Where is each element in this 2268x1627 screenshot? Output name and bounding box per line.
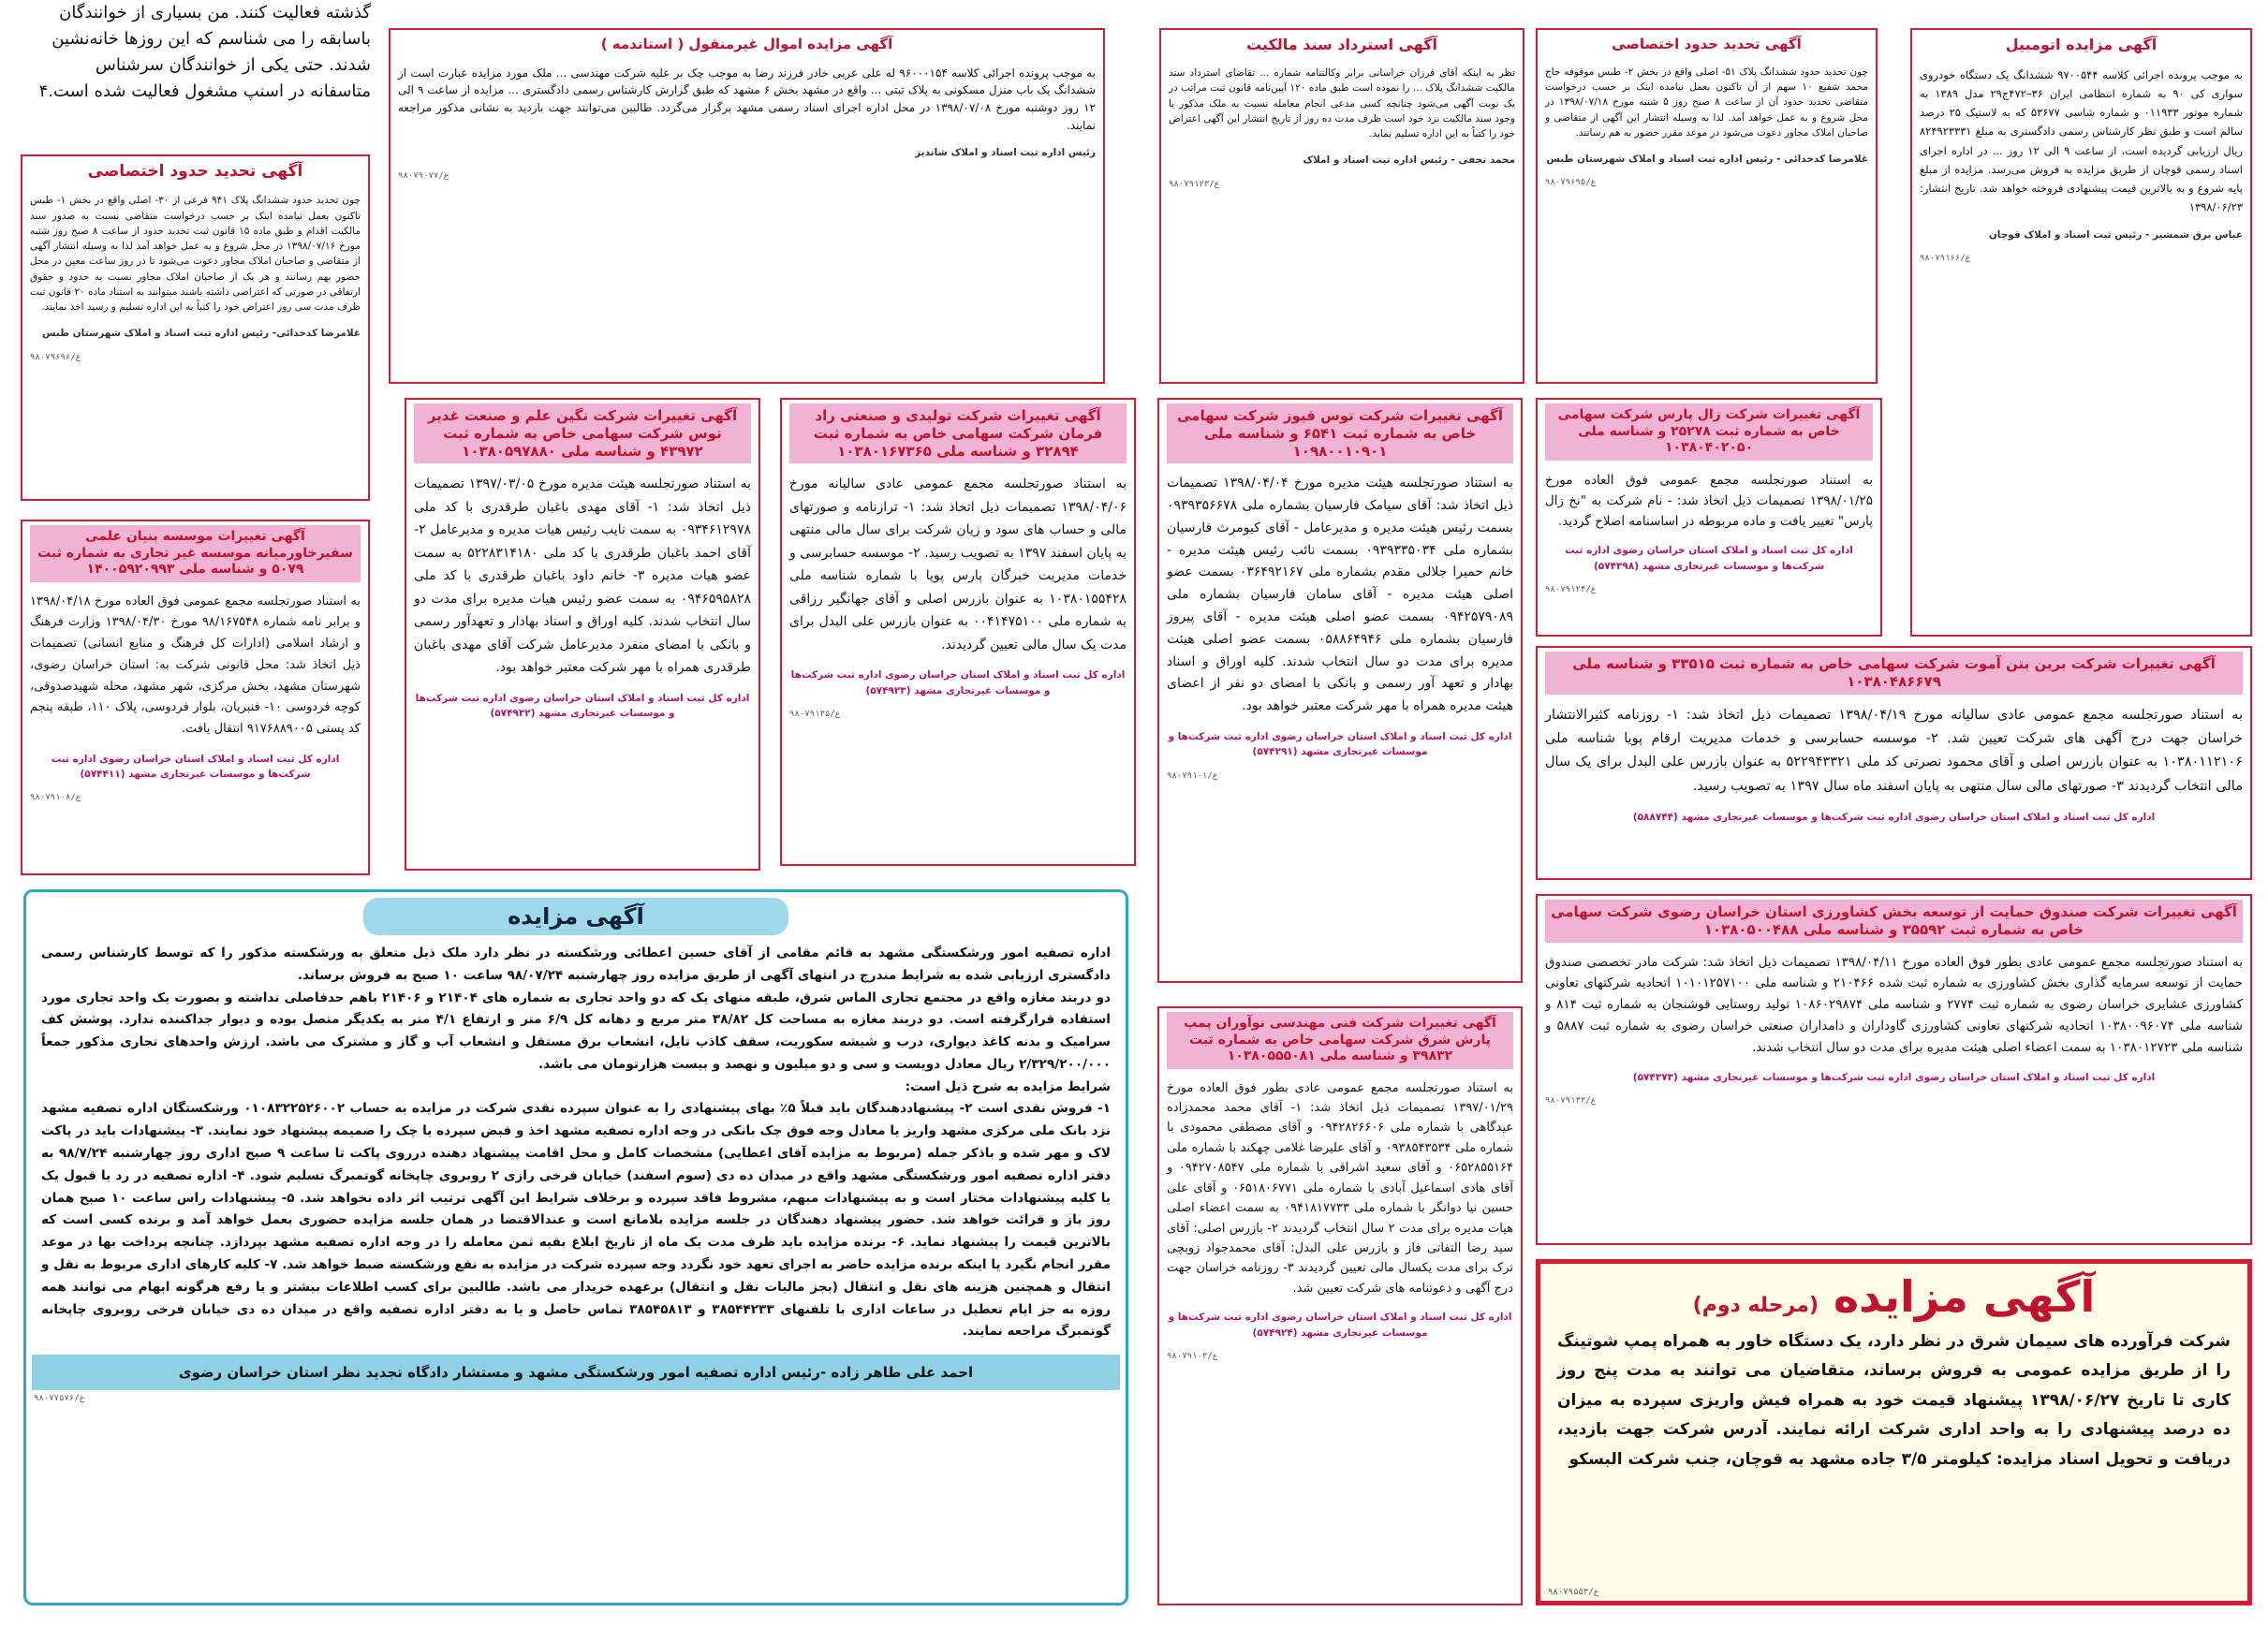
ad-body: به موجب پرونده اجرائی کلاسه ۹۷۰۰۵۴۴ ششدانگ یک دستگاه خودروی سواری کی ۹۰ به شماره انتظامی ایران ۳۶–۴۷۲ج۲۹ مدل ۱۳۸۹ به شماره موتور ۰۱۱۹۳۳ و شماره شاسی ۵۳۶۷۷ که به لاستیک ۲۵ درصد سالم است و طبق نظر کارشناس رسمی دادگستری به مبلغ ۸۲۴۹۲۳۳۳۱ ریال ارزیابی گردیده است، از ساعت ۹ الی ۱۲ روز ... در اداره اجرای اسناد رسمی قوچان از طریق مزایده به فروش می‌رسد. مزایده از مبلغ پایه شروع و به بالاترین قیمت پیشنهادی فروخته خواهد شد. تاریخ انتشار: ۱۳۹۸/۰۶/۲۳ — [1920, 68, 2244, 213]
ad-signature: محمد نجفی - رئیس اداره ثبت اسناد و املاک — [1303, 154, 1515, 167]
ad-code: ع/۹۸۰۷۹۱۲۴ — [1545, 584, 1597, 594]
ad-office: اداره کل ثبت اسناد و املاک استان خراسان رضوی اداره ثبت شرکت‌ها و موسسات غیرتجاری مشهد (۵۸۸۷۴۴) — [1632, 812, 2156, 823]
ad-signature: عباس برق شمشیر - رئیس ثبت اسناد و املاک قوچان — [1988, 229, 2243, 241]
ad-office: اداره کل ثبت اسناد و املاک استان خراسان رضوی اداره ثبت شرکت‌ها و موسسات غیرتجاری مشهد (۵۷۴۲۹۱) — [1168, 731, 1512, 758]
ad-code: ع/۹۸۰۷۹۱۰۱ — [1167, 770, 1218, 781]
ad-signature: غلامرضا کدخدائی- رئیس اداره ثبت اسناد و املاک شهرستان طبس — [42, 328, 361, 340]
ad-title: آگهی تغییرات شرکت نگین علم و صنعت غدیر توس شرکت سهامی خاص به شماره ثبت ۴۳۹۷۲ و شناسه ملی ۱۰۳۸۰۵۹۷۸۸۰ — [414, 403, 751, 463]
ad-office: اداره کل ثبت اسناد و املاک استان خراسان رضوی اداره ثبت شرکت‌ها و موسسات غیرتجاری مشهد (۵۷۴۳۷۳) — [1632, 1072, 2156, 1084]
ad-title: آگهی مزایده اتومبیل — [2005, 36, 2158, 53]
ad-company-change-toos-fiuz — [1157, 398, 1523, 983]
ad-code: ع/۹۸۰۷۷۵۷۶ — [34, 1394, 85, 1404]
ad-signature: غلامرضا کدخدائی - رئیس اداره ثبت اسناد و املاک شهرستان طبس — [1546, 154, 1868, 166]
ad-title: آگهی مزایده — [363, 898, 788, 935]
ad-code: ع/۹۸۰۷۹۱۰۸ — [30, 793, 81, 803]
ad-title: آگهی مزایده — [1834, 1271, 2096, 1322]
ad-code: ع/۹۸۰۷۹۶۹۵ — [1545, 178, 1597, 188]
ad-code: ع/۹۸۰۷۹۱۰۳ — [1167, 1351, 1218, 1361]
ad-body: به استناد صورتجلسه هیئت مدیره مورخ ۱۳۹۸/۰۴/۰۴ تصمیمات ذیل اتخاذ شد: آقای سیامک فارسیان بشماره ملی ۰۹۳۹۳۵۶۶۷۸ بسمت رئیس هیئت مدیره و مدیرعامل - آقای کیومرث فارسیان بشماره ملی ۰۹۳۹۳۳۵۰۳۴ بسمت نائب رئیس هیئت مدیره - خانم حمیرا جلالی مقدم بشماره ملی ۰۳۶۴۹۲۱۶۷ بسمت عضو اصلی هیئت مدیره - آقای سامان فارسیان بشماره ملی ۰۹۴۲۵۷۹۰۸۹ بسمت عضو اصلی هیئت مدیره - آقای پیروز فارسیان بشماره ملی ۰۵۸۸۶۴۹۴۶ بسمت عضو اصلی هیئت مدیره برای مدت دو سال انتخاب شدند. کلیه اوراق و اسناد بهادار و تعهد آور رسمی و بانکی با امضای دو نفر از اعضای هیئت مدیره همراه با مهر شرکت معتبر خواهد بود. — [1167, 476, 1514, 714]
column-header-text — [0, 0, 375, 131]
ad-code: ع/۹۸۰۷۹۱۲۳ — [1169, 179, 1220, 189]
ad-title: آگهی مزایده اموال غیرمنقول ( استاندمه ) — [600, 36, 893, 52]
ad-body: به استناد صورتجلسه مجمع عمومی عادی سالیانه مورخ ۱۳۹۸/۰۴/۱۹ تصمیمات ذیل اتخاذ شد: ۱- روزنامه کثیرالانتشار خراسان جهت درج آگهی های شرکت تعیین شد. ۲- موسسه حسابرسی و خدمات مدیریت ارقام پویا شناسه ملی ۱۰۳۸۰۱۱۲۱۰۶ به عنوان بازرس اصلی و آقای محمود نصرتی کد ملی ۵۲۲۹۴۳۳۲۱ به عنوان بازرس علی البدل برای یک سال مالی انتخاب گردیدند ۳- صورتهای مالی سال منتهی به پایان اسفند ماه سال ۱۳۹۷ به تصویب رسید. — [1545, 707, 2243, 794]
ad-body: به استناد صورتجلسه مجمع عمومی عادی بطور فوق العاده مورخ ۱۳۹۸/۰۴/۱۱ تصمیمات ذیل اتخاذ شد: شرکت مادر تخصصی صندوق حمایت از توسعه سرمایه گذاری بخش کشاورزی به شماره ثبت شده ۲۱۰۴۶۶ و شناسه ملی ۱۰۱۰۱۲۵۷۱۰۰ اتحادیه شرکتهای تعاونی کشاورزی عشایری خراسان رضوی به شماره ثبت ۲۷۷۴ و شناسه ملی ۱۰۸۶۰۲۹۸۷۴ تولید روستایی قوشنجان به شماره ثبت ۸۱۴ و شناسه ملی ۱۰۳۸۰۰۹۶۰۷۴ اتحادیه شرکتهای تعاونی کشاورزی گاوداران و دامداران صنعتی خراسان رضوی به شماره ثبت ۵۸۸۷ و شناسه ملی ۱۰۳۸۰۱۲۷۲۳ به سمت اعضاء اصلی هیئت مدیره برای مدت دو سال انتخاب شدند. — [1545, 954, 2244, 1056]
header-line: گذشته فعالیت کنند. من بسیاری از خوانندگان — [59, 3, 371, 22]
ad-paragraph: اداره تصفیه امور ورشکستگی مشهد به قائم مقامی از آقای حسین اعطائی ورشکسته در نظر دارد ملک ذیل متعلق به ورشکسته مذکور را که توسط کارشناس رسمی دادگستری ارزیابی شده به شرایط مندرج در انتهای آگهی از طریق مزایده روز چهارشنبه ۹۸/۰۷/۲۴ ساعت ۱۰ صبح به فروش برساند. — [41, 945, 1111, 983]
ad-title: آگهی تحدید حدود اختصاصی — [87, 162, 303, 181]
ad-paragraph: شرایط مزایده به شرح ذیل است: — [905, 1078, 1111, 1094]
ad-title: آگهی تغییرات شرکت زال پارس شرکت سهامی خاص به شماره ثبت ۲۵۲۷۸ و شناسه ملی ۱۰۳۸۰۴۰۲۰۵۰ — [1545, 403, 1873, 461]
ad-company-change-safir — [21, 520, 370, 875]
ad-body: نظر به اینکه آقای فرزان خراسانی برابر وکالتنامه شماره ... تقاضای استرداد سند مالکیت ششدانگ پلاک ... را نموده است طبق ماده ۱۲۰ آیین‌نامه قانون ثبت مراتب در یک نوبت آگهی می‌شود چنانچه کسی مدعی انجام معامله نسبت به ملک مذکور یا وجود سند مالکیت نزد خود است ظرف مدت ده روز از تاریخ انتشار این آگهی اعتراض خود را کتباً به این اداره تسلیم نماید. — [1169, 67, 1515, 140]
ad-title: آگهی تغییرات شرکت فنی مهندسی نوآوران پمپ پارش شرق شرکت سهامی خاص به شماره ثبت ۳۹۸۳۲ و شناسه ملی ۱۰۳۸۰۵۵۵۰۸۱ — [1167, 1012, 1513, 1069]
ad-paragraph: ۱- فروش نقدی است ۲- پیشنهاددهندگان باید قبلاً ۵٪ بهای پیشنهادی را به عنوان سپرده نقدی شرکت در مزایده به حساب ۰۱۰۸۳۲۲۵۲۶۰۰۲ ورشکستگان اداره تصفیه مشهد نزد بانک ملی مرکزی مشهد واریز یا معادل وجه فوق چک بانکی در وجه اداره تصفیه مشهد اخذ و قبض سپرده یا چک را ضمیمه پیشنهاد خود نمایند. ۳- پیشنهادات باید در پاکت لاک و مهر شده و باذکر جمله (مربوط به مزایده آقای اعطایی) مشخصات کامل و محل اقامت پیشنهاد دهنده درروی پاکت تا ساعت ۹ صبح ادارى روز چهارشنبه ۹۸/۷/۲۴ به دفتر اداره تصفیه امور ورشکستگی مشهد واقع در میدان ده دی (سوم اسفند) خیابان فرخی رازی ۲ روبروی چاپخانه گوتمبرگ تسلیم شود. ۴- اداره تصفیه در رد یا قبول یک یا کلیه پیشنهادات مختار است و به پیشنهادات مبهم، مشروط فاقد سپرده و برخلاف شرایط این آگهی ترتیب اثر داده نخواهد شد. ۵- پیشنهادات راس ساعت ۱۰ صبح همان روز باز و قرائت خواهد شد. حضور پیشنهاد دهندگان در جلسه مزایده بلامانع است و عندالاقتضا در همان جلسه مزایده حضوری بعمل خواهد آمد و برنده کسی است که بالاترین قیمت را پیشنهاد نماید. ۶- برنده مزایده باید ظرف مدت یک ماه از تاریخ ابلاغ بقیه ثمن معامله را در وجه اداره تصفیه مشهد بپردازد. چنانچه پرداخت بها در موعد مقرر انجام نگیرد یا اینکه برنده مزایده حاضر به اجرای تعهد خود نگردد وجه سپرده شرکت در مزایده به نفع ورشکسته ضبط خواهد شد. ۷- کلیه کارهای اداری مربوط به نقل و انتقال و همچنین هزینه های نقل و انتقال (بجز مالیات نقل و انتقال) برعهده خریدار می باشد. طالبین برای کسب اطلاعات بیشتر و یا رفع هرگونه ابهام می توانند همه روزه به جز ایام تعطیل در ساعات اداری با تلفنهای ۳۸۵۴۴۲۳۳ و ۳۸۵۴۵۸۱۳ تماس حاصل و یا به دفتر اداره تصفیه واقع در میدان ده دی خیابان فرخی روبروی چاپخانه گوتمبرگ مراجعه نمایند. — [41, 1101, 1112, 1340]
ad-company-change-rad-farman — [780, 398, 1136, 866]
header-line: شدند. حتی یکی از خوانندگان سرشناس — [95, 54, 371, 75]
ad-cement-auction — [1536, 1259, 2252, 1605]
ad-title: آگهی تغییرات شرکت توس فیوز شرکت سهامی خاص به شماره ثبت ۶۵۴۱ و شناسه ملی ۱۰۹۸۰۰۱۰۹۰۱ — [1167, 403, 1513, 463]
ad-body: به موجب پرونده اجرائی کلاسه ۹۶۰۰۰۱۵۴ له علی عربی خادر فرزند رضا به موجب چک بر علیه شرکت مهندسی ... ملک مورد مزایده عبارت است از ششدانگ یک باب منزل مسکونی به پلاک ثبتی ... واقع در مشهد بخش ۶ مشهد که طبق گزارش کارشناس رسمی دادگستری ... مزایده از ساعت ۹ الی ۱۲ روز دوشنبه مورخ ۱۳۹۸/۰۷/۰۸ در محل اداره اجرای اسناد رسمی مشهد برگزار می‌گردد. طالبین می‌توانند جهت بازدید به نشانی مذکور مراجعه نمایند. — [398, 66, 1096, 132]
ad-car-auction — [1910, 28, 2252, 637]
ad-subtitle: (مرحله دوم) — [1692, 1294, 1819, 1317]
ad-signature: احمد علی طاهر زاده -رئیس اداره تصفیه امور ورشکستگی مشهد و مستشار دادگاه تجدید نظر استان خراسان رضوی — [32, 1355, 1120, 1390]
ad-title: آگهی تغییرات موسسه بنیان علمی سفیرخاورمیانه موسسه غیر تجاری به شماره ثبت ۵۰۷۹ و شناسه ملی ۱۴۰۰۵۹۲۰۹۹۳ — [30, 525, 361, 582]
ad-office: اداره کل ثبت اسناد و املاک استان خراسان رضوی اداره ثبت شرکت‌ها و موسسات غیرتجاری مشهد (۵۷۴۹۲۴) — [1168, 1312, 1512, 1339]
ad-code: ع/۹۸۰۷۹۶۹۶ — [30, 352, 81, 362]
ad-title: آگهی تحدید حدود اختصاصی — [1612, 36, 1802, 52]
ad-code: ع/۹۸۰۷۹۰۷۷ — [398, 171, 449, 182]
ad-company-change-novavaran-pump — [1157, 1006, 1523, 1605]
header-line: متاسفانه در اسنپ مشغول فعالیت شده است.۴ — [38, 81, 371, 101]
ad-office: اداره کل ثبت اسناد و املاک استان خراسان رضوی اداره ثبت شرکت‌ها و موسسات غیرتجاری مشهد (۵۷۴۴۱۱) — [51, 753, 340, 781]
ad-company-change-zal-pars — [1536, 398, 1882, 637]
ad-title: آگهی تغییرات شرکت تولیدی و صنعتی راد فرمان شرکت سهامی خاص به شماره ثبت ۳۲۸۹۴ و شناسه ملی ۱۰۳۸۰۱۶۷۳۶۵ — [789, 403, 1127, 463]
ad-company-change-negin — [405, 398, 760, 871]
ad-body: به استناد صورتجلسه هیئت مدیره مورخ ۱۳۹۷/۰۳/۰۵ تصمیمات ذیل اتخاذ شد: ۱- آقای مهدی باغبان طرقدری با کد ملی ۰۹۳۴۶۱۲۹۷۸ به سمت نایب رئیس هیات مدیره و مدیرعامل ۲- آقای احمد باغبان طرقدری با کد ملی ۵۲۲۸۳۱۴۱۸۰ به سمت عضو هیات مدیره ۳- خانم داود باغبان طرقدری با کد ملی ۰۹۴۶۵۹۵۸۲۸ به سمت عضو رئیس هیات مدیره برای مدت دو سال انتخاب شدند. کلیه اوراق و اسناد بهادار و تعهدآور رسمی و بانکی با امضای منفرد مدیرعامل شرکت آقای مهدی باغبان طرقدری همراه با مهر شرکت معتبر خواهد بود. — [414, 476, 751, 676]
ad-body: به استناد صورتجلسه مجمع عمومی فوق العاده مورخ ۱۳۹۸/۰۱/۲۵ تصمیمات ذیل اتخاذ شد: - نام شرکت به "نخ زال پارس" تغییر یافت و ماده مربوطه در اساسنامه اصلاح گردید. — [1545, 472, 1873, 530]
ad-bankruptcy-auction — [23, 889, 1128, 1605]
ad-code: ع/۹۸۰۷۹۱۳۵ — [789, 709, 841, 719]
ad-boundary-survey-left — [21, 154, 370, 501]
ad-body: چون تحدید حدود ششدانگ پلاک ۹۴۱ فرعی از ۳۰- اصلی واقع در بخش ۱- طبس تاکنون بعمل نیامده اینک بر حسب درخواست متقاضی نسبت به صدور سند مالکیت اقدام و طبق ماده ۱۵ قانون ثبت تحدید حدود از ساعت ۸ صبح روز شنبه مورخ ۱۳۹۸/۰۷/۱۶ در محل شروع و به عمل خواهد آمد لذا به وسیله انتشار آگهی از متقاضی و صاحبان املاک مجاور دعوت می‌شود تا در روز ساعت معین در محل حضور بهم رسانند و هر یک از صاحبان املاک مجاور نسبت به حدود و حقوق ارتفاقی در صورتی که اعتراضی داشته باشند میتوانند به استناد ماده ۲۰ قانون ثبت ظرف مدت سی روز اعتراض خود را کتباً به این اداره تسلیم و رسید اخذ نمایند. — [30, 195, 361, 314]
ad-office: اداره کل ثبت اسناد و املاک استان خراسان رضوی اداره ثبت شرکت‌ها و موسسات غیرتجاری مشهد (۵۷۴۹۲۳) — [790, 669, 1126, 696]
ad-title: آگهی تغییرات شرکت برین بتن آموت شرکت سهامی خاص به شماره ثبت ۳۳۵۱۵ و شناسه ملی ۱۰۳۸۰۴۸۶۶۷۹ — [1545, 652, 2243, 695]
ad-boundary-survey-right — [1536, 28, 1878, 384]
ad-body: چون تحدید حدود ششدانگ پلاک ۵۱- اصلی واقع در بخش ۲- طبس موقوفه حاج محمد شفیع ۱۰ سهم از آن تاکنون بعمل نیامده اینک بر حسب درخواست متقاضی تحدید حدود آن از ساعت ۸ صبح روز ۵ شنبه مورخ ۱۳۹۸/۰۷/۱۸ در محل شروع و به عمل خواهد آمد. لذا به وسیله انتشار این آگهی از متقاضی و صاحبان املاک مجاور دعوت می‌شود در موعد مقرر حضور به هم رسانند. — [1545, 66, 1868, 139]
ad-code: ع/۹۸۰۷۹۱۳۳ — [1545, 1096, 1597, 1107]
ad-property-auction — [389, 28, 1105, 384]
ad-body: شرکت فرآورده های سیمان شرق در نظر دارد، یک دستگاه خاور به همراه پمپ شوتینگ را از طریق مزایده عمومی به فروش برساند، متقاضیان می توانند به مدت پنج روز کاری تا تاریخ ۱۳۹۸/۰۶/۲۷ پیشنهاد قیمت خود به همراه فیش واریزی سپرده به میزان ده درصد پیشنهادی را به واحد اداری شرکت ارائه نمایند. آدرس شرکت جهت بازدید، دریافت و تحویل اسناد مزایده: کیلومتر ۳/۵ جاده مشهد به قوچان، جنب شرکت البسکو — [1557, 1332, 2231, 1469]
ad-code: ع/۹۸۰۷۹۱۶۶ — [1920, 254, 1971, 264]
ad-body: به استناد صورتجلسه مجمع عمومی عادی سالیانه مورخ ۱۳۹۸/۰۴/۰۶ تصمیمات ذیل اتخاذ شد: ۱- ترازنامه و صورتهای مالی و حساب های سود و زیان شرکت برای سال مالی منتهی به پایان اسفند ۱۳۹۷ به تصویب رسید. ۲- موسسه حسابرسی و خدمات مدیریت خبرگان پارس پویا با شماره شناسه ملی ۱۰۳۸۰۱۵۵۴۲۸ به عنوان بازرس اصلی و آقای جهانگیر رزاقی به شماره ملی ۰۰۴۱۴۷۵۱۰۰ به عنوان بازرس علی البدل برای مدت یک سال مالی تعیین گردیدند. — [789, 476, 1127, 652]
ad-company-change-agri-fund — [1536, 894, 2252, 1245]
ad-deed-return — [1159, 28, 1524, 384]
ad-code: ع/۹۸۰۷۹۵۵۳ — [1548, 1588, 1599, 1597]
ad-signature: رئیس اداره ثبت اسناد و املاک شاندیز — [915, 147, 1096, 159]
ad-company-change-barin-beton — [1536, 646, 2252, 880]
ad-title: آگهی تغییرات شرکت صندوق حمایت از توسعه بخش کشاورزی استان خراسان رضوی شرکت سهامی خاص به شماره ثبت ۳۵۵۹۲ و شناسه ملی ۱۰۳۸۰۵۰۰۴۸۸ — [1545, 900, 2243, 943]
ad-office: اداره کل ثبت اسناد و املاک استان خراسان رضوی اداره ثبت شرکت‌ها و موسسات غیرتجاری مشهد (۵۷۴۳۹۸) — [1565, 545, 1853, 572]
header-line: باسابقه را می شناسم که این روزها خانه‌نشین — [52, 28, 371, 49]
ad-body: به استناد صورتجلسه مجمع عمومی فوق العاده مورخ ۱۳۹۸/۰۴/۱۸ و برابر نامه شماره ۹۸/۱۶۷۵۴۸ مورخ ۱۳۹۸/۰۴/۳۰ وزارت فرهنگ و ارشاد اسلامی (ادارات کل فرهنگ و منابع انسانی) تصمیمات ذیل اتخاذ شد: محل قانونی شرکت به: استان خراسان رضوی، شهرستان مشهد، بخش مرکزی، شهر مشهد، محله شهیدصدوقی، کوچه فردوسی ۱۰- فنبریان، بلوار فردوسی، پلاک ۱۱۰، طبقه پنجم کد پستی ۹۱۷۶۸۸۹۰۰۵ انتقال یافت. — [30, 594, 361, 736]
ad-office: اداره کل ثبت اسناد و املاک استان خراسان رضوی اداره ثبت شرکت‌ها و موسسات غیرتجاری مشهد (۵۷۴۹۳۲) — [415, 692, 750, 720]
ad-body: به استناد صورتجلسه مجمع عمومی عادی بطور فوق العاده مورخ ۱۳۹۷/۰۱/۲۹ تصمیمات ذیل اتخاذ شد: ۱- آقای محمد محمدزاده عیدگاهی با شماره ملی ۰۹۴۲۸۲۶۶۰۶ و آقای مصطفی محمودی با شماره ملی ۰۹۳۸۵۴۳۵۳۴ و آقای علیرضا غلامی چهکند با شماره ملی ۰۶۵۲۸۵۵۱۶۴ و آقای سعید اشراقی با شماره ملی ۰۹۴۲۷۰۸۵۴۷ و آقای هادی اسماعیل آبادی با شماره ملی ۰۶۵۱۸۰۶۷۷۱ و آقای علی حسین نیا دوانگر با شماره ملی ۰۹۴۱۸۱۷۷۳۳ به سمت اعضاء اصلی هیات مدیره برای مدت ۲ سال انتخاب گردیدند ۲- بازرس اصلی: آقای سید رضا التفاتی فاز و بازرس علی البدل: آقای محمدجواد زوبچی ترک برای مدت یکسال مالی تعیین گردیدند ۳- روزنامه خراسان جهت درج آگهی و دعوتنامه های شرکت تعیین شد. — [1167, 1080, 1514, 1296]
ad-title: آگهی استرداد سند مالکیت — [1245, 36, 1438, 53]
ad-paragraph: دو دربند مغازه واقع در مجتمع تجاری الماس شرق، طبقه منهای یک که دو واحد تجاری به شماره های ۲۱۴۰۴ و ۲۱۴۰۶ باهم حدفاصلی نداشته و بصورت یک واحد تجاری مورد استفاده قرارگرفته است. دو دربند مغازه به مساحت کل ۳۸/۸۲ متر مربع و دهانه کل ۶/۹ متر و ارتفاع ۴/۱ متر به یکدیگر متصل بوده و دیوار جداکننده ندارد. پوشش کف سرامیک و بدنه کاغذ دیواری، درب و شیشه سکوریت، سقف کاذب تایل، انشعاب برق مستقل و انشعاب آب و گاز و مشترک می باشد. ارزش واحدهای تجاری مذکور جمعاً ۲/۳۲۹/۲۰۰/۰۰۰ ریال معادل دویست و سی و دو میلیون و نهصد و بیست هزارتومان می باشد. — [41, 989, 1112, 1072]
